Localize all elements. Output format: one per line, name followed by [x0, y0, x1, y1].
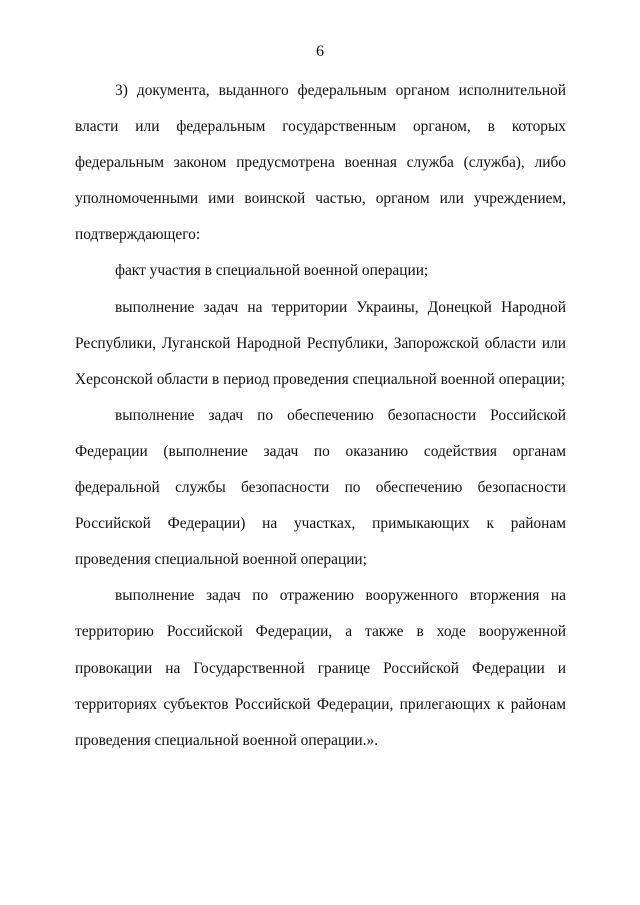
paragraph-security-tasks: выполнение задач по обеспечению безопасности Российской Федерации (выполнение задач по оказанию содействия органам федеральной службы безопасности по обеспечению безопасности Российской Федерации) на участках, примыкающих к районам проведения специальной военной операции;	[75, 406, 566, 569]
paragraph-document-clause: 3) документа, выданного федеральным органом исполнительной власти или федеральным государственным органом, в которых федеральным законом предусмотрена военная служба (служба), либо уполномоченными ими воинской частью, органом или учреждением, подтверждающего:	[75, 82, 566, 244]
document-body	[75, 73, 566, 759]
page-number: 6	[316, 43, 324, 60]
paragraph-territory-tasks: выполнение задач на территории Украины, Донецкой Народной Республики, Луганской Народной Республики, Запорожской области или Херсонской области в период проведения специальной военной операции;	[75, 298, 566, 388]
paragraph-invasion-tasks: выполнение задач по отражению вооруженного вторжения на территорию Российской Федерации, а также в ходе вооруженной провокации на Государственной границе Российской Федерации и территориях субъектов Российской Федерации, прилегающих к районам проведения специальной военной операции.».	[75, 587, 566, 749]
paragraph-participation-fact: факт участия в специальной военной операции;	[115, 262, 429, 280]
